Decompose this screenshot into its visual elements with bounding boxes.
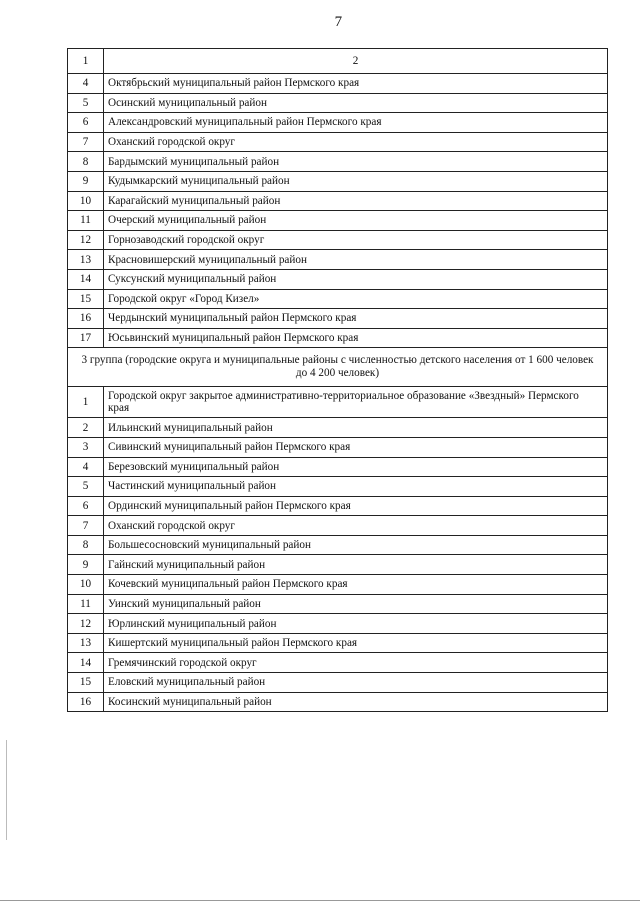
district-name: Сивинский муниципальный район Пермского края	[104, 437, 608, 457]
row-number: 12	[68, 614, 104, 634]
row-number: 13	[68, 250, 104, 270]
table-row	[68, 269, 608, 289]
table-row	[68, 653, 608, 673]
row-number: 9	[68, 555, 104, 575]
table-header-row	[68, 49, 608, 74]
table-row	[68, 309, 608, 329]
table-row	[68, 457, 608, 477]
district-name: Карагайский муниципальный район	[104, 191, 608, 211]
table-row	[68, 535, 608, 555]
header-col-1: 1	[68, 49, 104, 74]
row-number: 8	[68, 535, 104, 555]
page-number: 7	[334, 14, 343, 30]
district-name: Кочевский муниципальный район Пермского края	[104, 575, 608, 595]
table-row	[68, 633, 608, 653]
table-row	[68, 113, 608, 133]
table-row	[68, 496, 608, 516]
district-name: Березовский муниципальный район	[104, 457, 608, 477]
table-row	[68, 673, 608, 693]
row-number: 13	[68, 633, 104, 653]
table-row	[68, 328, 608, 348]
table-row	[68, 191, 608, 211]
district-name: Ильинский муниципальный район	[104, 418, 608, 438]
district-name: Осинский муниципальный район	[104, 93, 608, 113]
row-number: 14	[68, 653, 104, 673]
group-heading: 3 группа (городские округа и муниципальные районы с численностью детского населения от 1 600 человек до 4 200 человек)	[68, 348, 608, 387]
district-name: Городской округ «Город Кизел»	[104, 289, 608, 309]
row-number: 6	[68, 496, 104, 516]
row-number: 5	[68, 477, 104, 497]
row-number: 3	[68, 437, 104, 457]
row-number: 2	[68, 418, 104, 438]
row-number: 4	[68, 457, 104, 477]
row-number: 8	[68, 152, 104, 172]
row-number: 15	[68, 673, 104, 693]
district-name: Большесосновский муниципальный район	[104, 535, 608, 555]
district-name: Городской округ закрытое административно-территориальное образование «Звездный» Пермского края	[104, 387, 608, 418]
row-number: 16	[68, 692, 104, 712]
table-row	[68, 211, 608, 231]
row-number: 7	[68, 516, 104, 536]
row-number: 16	[68, 309, 104, 329]
row-number: 10	[68, 575, 104, 595]
row-number: 6	[68, 113, 104, 133]
district-name: Уинский муниципальный район	[104, 594, 608, 614]
district-name: Александровский муниципальный район Пермского края	[104, 113, 608, 133]
district-name: Красновишерский муниципальный район	[104, 250, 608, 270]
table-row	[68, 230, 608, 250]
table-row	[68, 516, 608, 536]
row-number: 12	[68, 230, 104, 250]
district-name: Октябрьский муниципальный район Пермского края	[104, 74, 608, 94]
table-row	[68, 289, 608, 309]
row-number: 4	[68, 74, 104, 94]
row-number: 9	[68, 171, 104, 191]
row-number: 17	[68, 328, 104, 348]
district-name: Очерский муниципальный район	[104, 211, 608, 231]
table-row	[68, 614, 608, 634]
row-number: 11	[68, 211, 104, 231]
district-name: Юсьвинский муниципальный район Пермского края	[104, 328, 608, 348]
district-name: Гайнский муниципальный район	[104, 555, 608, 575]
table-row	[68, 418, 608, 438]
header-col-2: 2	[104, 49, 608, 74]
district-name: Оханский городской округ	[104, 516, 608, 536]
table-row	[68, 74, 608, 94]
district-name: Гремячинский городской округ	[104, 653, 608, 673]
table-row	[68, 437, 608, 457]
row-number: 1	[68, 387, 104, 418]
district-name: Чердынский муниципальный район Пермского края	[104, 309, 608, 329]
districts-table	[67, 48, 608, 712]
row-number: 11	[68, 594, 104, 614]
table-row	[68, 152, 608, 172]
district-name: Суксунский муниципальный район	[104, 269, 608, 289]
table-row	[68, 477, 608, 497]
row-number: 14	[68, 269, 104, 289]
district-name: Кишертский муниципальный район Пермского края	[104, 633, 608, 653]
row-number: 5	[68, 93, 104, 113]
scan-edge-line	[6, 740, 7, 840]
district-name: Еловский муниципальный район	[104, 673, 608, 693]
row-number: 15	[68, 289, 104, 309]
table-row	[68, 692, 608, 712]
table-row	[68, 575, 608, 595]
table-row	[68, 132, 608, 152]
group-heading-row	[68, 348, 608, 387]
district-name: Частинский муниципальный район	[104, 477, 608, 497]
district-name: Горнозаводский городской округ	[104, 230, 608, 250]
table-row	[68, 555, 608, 575]
district-name: Косинский муниципальный район	[104, 692, 608, 712]
row-number: 10	[68, 191, 104, 211]
scan-bottom-line	[0, 900, 640, 901]
table-row	[68, 594, 608, 614]
table-row	[68, 171, 608, 191]
district-name: Ординский муниципальный район Пермского края	[104, 496, 608, 516]
row-number: 7	[68, 132, 104, 152]
district-name: Оханский городской округ	[104, 132, 608, 152]
table-row	[68, 250, 608, 270]
district-name: Юрлинский муниципальный район	[104, 614, 608, 634]
district-name: Кудымкарский муниципальный район	[104, 171, 608, 191]
district-name: Бардымский муниципальный район	[104, 152, 608, 172]
table-row	[68, 93, 608, 113]
table-row	[68, 387, 608, 418]
